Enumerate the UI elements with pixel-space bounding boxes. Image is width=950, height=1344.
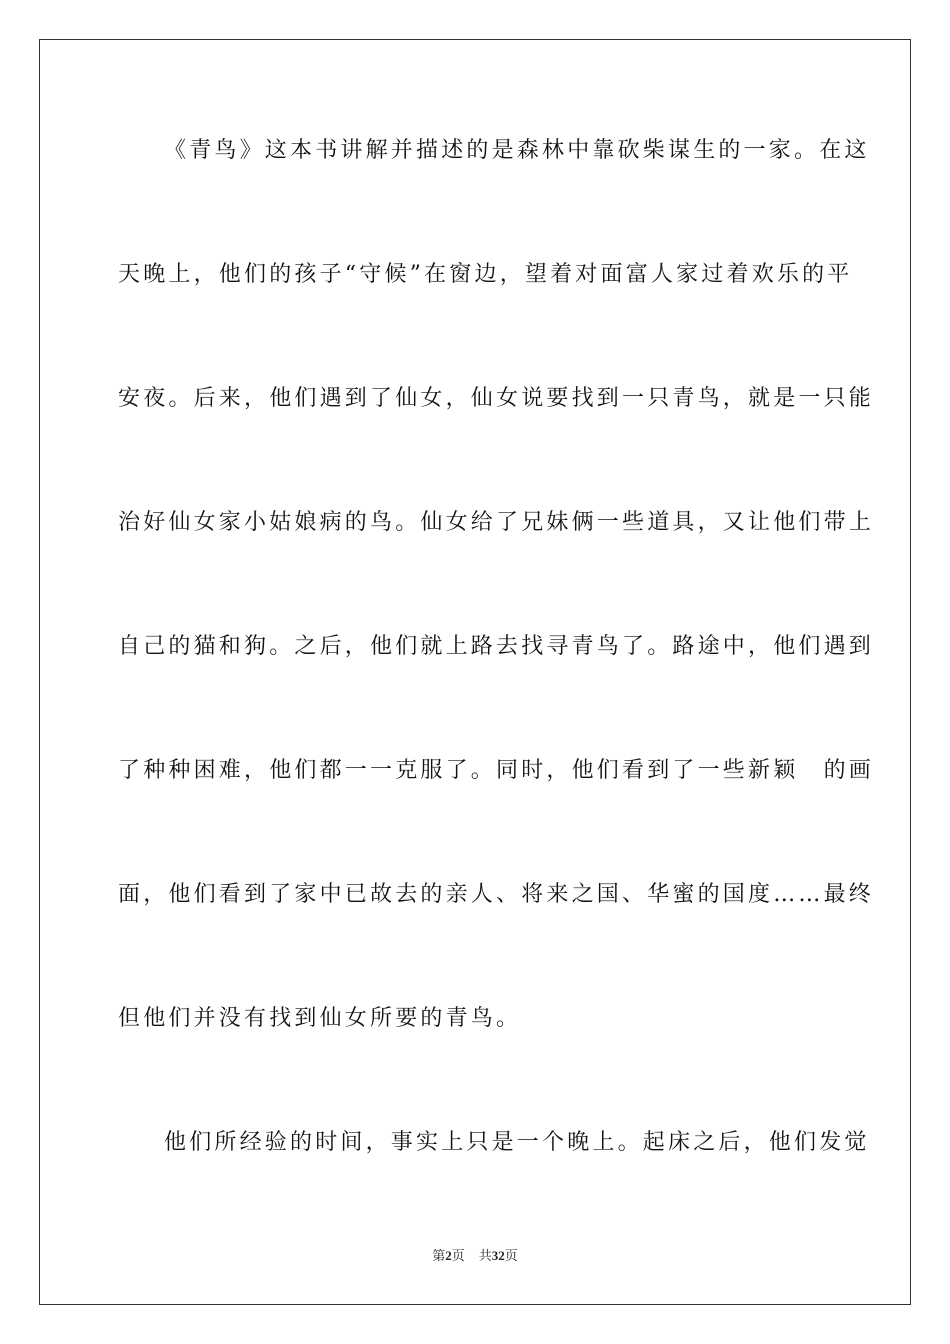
page-footer bbox=[0, 1247, 950, 1265]
footer-page-number: 2 bbox=[445, 1248, 452, 1263]
footer-total-suffix: 页 bbox=[504, 1248, 518, 1263]
paragraph-1-line-7: 面，他们看到了家中已故去的亲人、将来之国、华蜜的国度……最终 bbox=[118, 882, 875, 907]
paragraph-1-line-6: 了种种困难，他们都一一克服了。同时，他们看到了一些新颖 的画 bbox=[118, 758, 875, 783]
paragraph-1-line-2: 天晚上，他们的孩子“守候”在窗边，望着对面富人家过着欢乐的平 bbox=[118, 262, 853, 287]
footer-total-pages: 32 bbox=[491, 1248, 505, 1263]
paragraph-1-line-8: 但他们并没有找到仙女所要的青鸟。 bbox=[118, 1006, 522, 1031]
paragraph-1-line-5: 自己的猫和狗。之后，他们就上路去找寻青鸟了。路途中，他们遇到 bbox=[118, 634, 875, 659]
footer-total-prefix: 共 bbox=[478, 1248, 492, 1263]
paragraph-1-line-4: 治好仙女家小姑娘病的鸟。仙女给了兄妹俩一些道具，又让他们带上 bbox=[118, 510, 875, 535]
footer-page-prefix: 第 bbox=[432, 1248, 446, 1263]
paragraph-1-line-3: 安夜。后来，他们遇到了仙女，仙女说要找到一只青鸟，就是一只能 bbox=[118, 386, 875, 411]
footer-page-suffix: 页 bbox=[451, 1248, 465, 1263]
paragraph-2-line-1: 他们所经验的时间，事实上只是一个晚上。起床之后，他们发觉 bbox=[164, 1130, 870, 1155]
page-border bbox=[39, 39, 911, 1305]
paragraph-1-line-1: 《青鸟》这本书讲解并描述的是森林中靠砍柴谋生的一家。在这 bbox=[164, 138, 870, 163]
